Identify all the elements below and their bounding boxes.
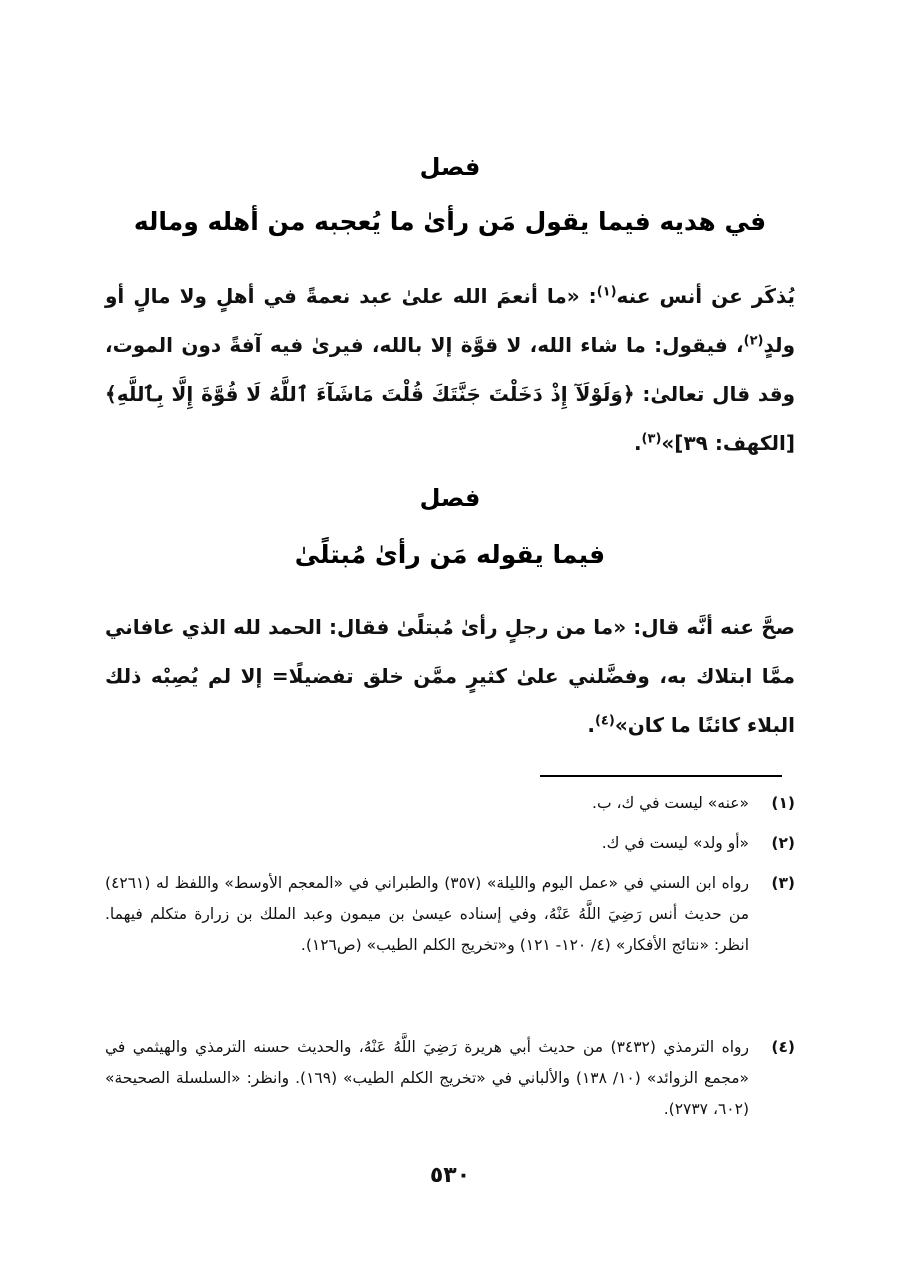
footnote-ref: (٤) [594, 713, 615, 729]
section-title: فيما يقوله مَن رأىٰ مُبتلًىٰ [294, 540, 606, 569]
paragraph-text: : «ما أنعمَ الله علىٰ عبد نعمةً في أهلٍ ولا مالٍ أو ولدٍ [105, 284, 795, 357]
footnote-number: (٢) [771, 834, 795, 852]
paragraph-text: . [633, 431, 642, 455]
footnote [105, 828, 795, 859]
footnote-separator [540, 775, 782, 777]
section-paragraph [105, 272, 795, 468]
page-number: ٥٣٠ [429, 1163, 471, 1188]
footnote [105, 1032, 795, 1125]
paragraph-text: صحَّ عنه أنَّه قال: «ما من رجلٍ رأىٰ مُبتلًىٰ فقال: الحمد لله الذي عافاني ممَّا ابتلاك به، وفضَّلني علىٰ كثيرٍ ممَّن خلق تفضيلًا= إلا لم يُصِبْه ذلك البلاء كائنًا ما كان» [105, 615, 795, 737]
footnote-ref: (٢) [743, 333, 764, 349]
section-heading: فصل [419, 153, 481, 181]
footnote-ref: (١) [596, 284, 617, 300]
section-title: في هديه فيما يقول مَن رأىٰ ما يُعجبه من أهله وماله [133, 207, 767, 236]
footnote [105, 868, 795, 961]
section-heading: فصل [419, 484, 481, 512]
footnote-ref: (٣) [641, 431, 662, 447]
footnote-number: (٣) [771, 874, 795, 892]
paragraph-text: يُذكَر عن أنس عنه [616, 284, 796, 308]
paragraph-text: ، فيقول: ما شاء الله، لا قوَّة إلا بالله، فيرىٰ فيه آفةً دون الموت، وقد قال تعالىٰ: ﴿وَلَوْلَآ إِذْ دَخَلْتَ جَنَّتَكَ قُلْتَ مَاشَآءَ ٱللَّهُ لَا قُوَّةَ إِلَّا بِٱللَّهِ﴾ [الكهف: ٣٩]» [105, 333, 795, 455]
footnote [105, 788, 795, 819]
footnote-number: (٤) [771, 1038, 795, 1056]
footnote-text: «أو ولد» ليست في ك. [601, 834, 749, 852]
paragraph-text: . [587, 713, 595, 737]
section-paragraph [105, 603, 795, 750]
footnote-text: رواه ابن السني في «عمل اليوم والليلة» (٣٥٧) والطبراني في «المعجم الأوسط» واللفظ له (٤٢٦١) من حديث أنس رَضِيَ اللَّهُ عَنْهُ، وفي إسناده عيسىٰ بن ميمون وعبد الملك بن زرارة متكلم فيهما. انظر: «نتائج الأفكار» (٤/ ١٢٠- ١٢١) و«تخريج الكلم الطيب» (ص١٢٦). [105, 874, 749, 954]
footnote-number: (١) [771, 794, 795, 812]
footnote-text: رواه الترمذي (٣٤٣٢) من حديث أبي هريرة رَضِيَ اللَّهُ عَنْهُ، والحديث حسنه الترمذي والهيثمي في «مجمع الزوائد» (١٠/ ١٣٨) والألباني في «تخريج الكلم الطيب» (١٦٩). وانظر: «السلسلة الصحيحة» (٦٠٢، ٢٧٣٧). [105, 1038, 749, 1118]
footnote-text: «عنه» ليست في ك، ب. [592, 794, 749, 812]
